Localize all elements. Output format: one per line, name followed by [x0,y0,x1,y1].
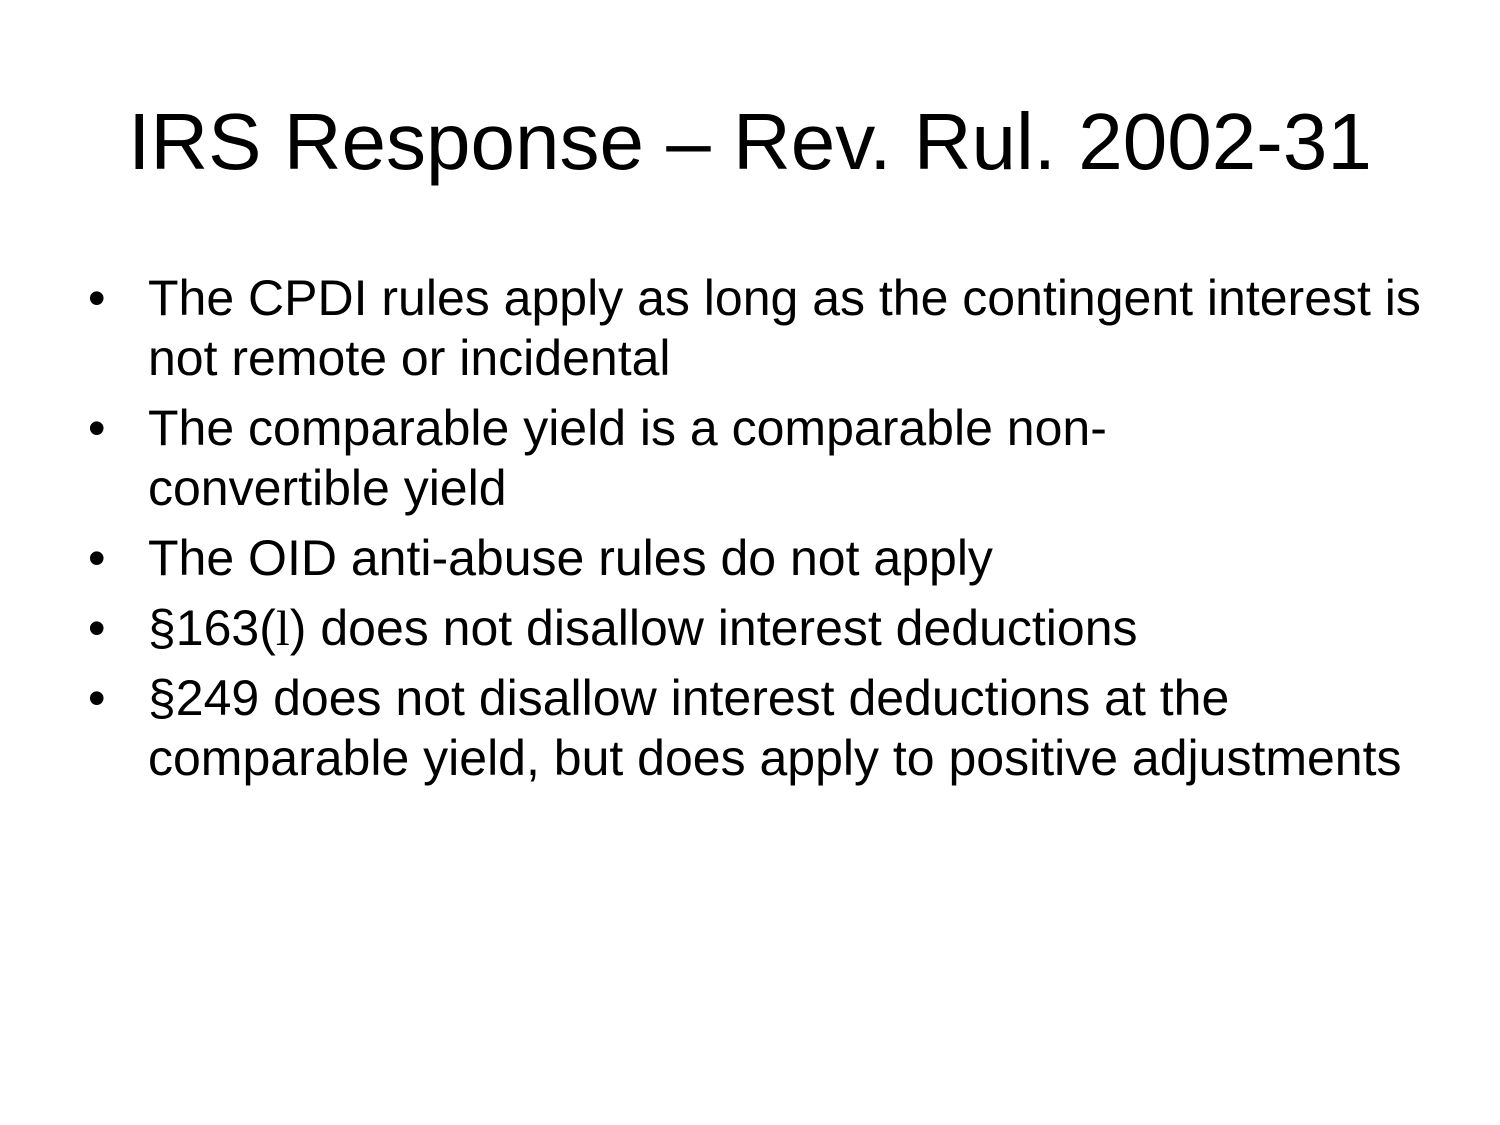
bullet-marker: • [88,270,106,326]
bullet-text: The OID anti-abuse rules do not apply [148,530,993,586]
list-item [88,598,1428,658]
bullet-marker: • [88,400,106,456]
bullet-text: The CPDI rules apply as long as the contingent interest is not remote or incidental [148,270,1421,386]
bullet-marker: • [88,600,106,656]
bullet-marker: • [88,530,106,586]
bullet-text-serif-letter: l [275,600,290,656]
bullet-text: §249 does not disallow interest deductions at the comparable yield, but does apply to positive adjustments [148,670,1402,786]
slide-title: IRS Response – Rev. Rul. 2002-31 [128,97,1372,186]
list-item [88,398,1428,518]
bullet-text [148,598,1428,658]
bullet-text [148,398,1428,518]
bullet-text-prefix: §163( [148,600,276,656]
list-item [88,528,1428,588]
list-item [88,268,1428,388]
bullet-list [88,268,1428,798]
bullet-text-line-2: convertible yield [148,460,507,516]
bullet-text-line-1: The comparable yield is a comparable non- [148,400,1107,456]
list-item [88,668,1428,788]
bullet-marker: • [88,670,106,726]
bullet-text-suffix: ) does not disallow interest deductions [289,600,1138,656]
